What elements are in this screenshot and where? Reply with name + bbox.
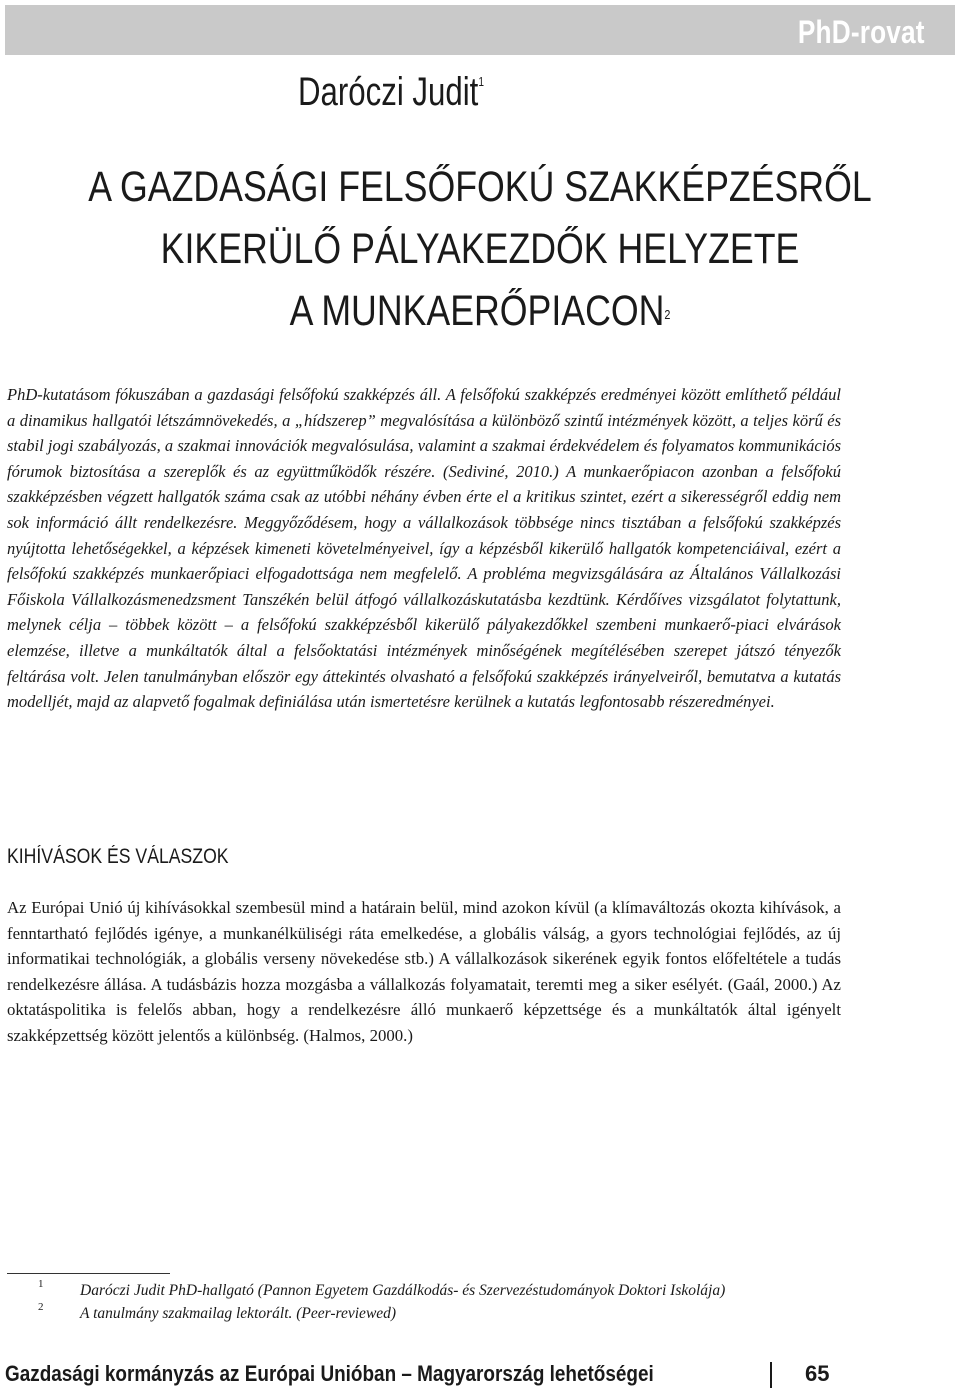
section-heading: KIHÍVÁSOK ÉS VÁLASZOK	[7, 845, 229, 868]
footnote-2-text: A tanulmány szakmailag lektorált. (Peer-reviewed)	[80, 1305, 397, 1322]
footnote-2-number: 2	[38, 1301, 44, 1313]
body-paragraph: Az Európai Unió új kihívásokkal szembesül mind a határain belül, mind azokon kívül (a klímaváltozás okozta kihívások, a fenntartható fejlődés igénye, a munkanélküliségi ráta emelkedése, a globális válság, a gyors technológiai fejlődés, az új informatikai technológiák, a globális verseny növekedése stb.) A vállalkozások sikerének egyik fontos előfeltétele a tudás rendelkezésre állása. A tudásbázis hozza mozgásba a vállalkozás folyamatait, teremti meg a siker esélyét. (Gaál, 2000.) Az oktatáspolitika is felelős abban, hogy a rendelkezésre álló munkaerő képzettsége és a munkáltatók által igényelt szakképzettség között jelentős a különbség. (Halmos, 2000.)	[7, 898, 841, 1045]
header-bar	[5, 5, 955, 55]
author-footnote-ref: 1	[478, 74, 484, 89]
title-line-1-text: A GAZDASÁGI FELSŐFOKÚ SZAKKÉPZÉSRŐL	[88, 163, 872, 211]
title-line-1	[82, 156, 879, 218]
author-name	[298, 70, 484, 115]
footer-publication-title: Gazdasági kormányzás az Európai Unióban – Magyarország lehetőségei	[5, 1361, 654, 1386]
footnote-separator	[7, 1273, 170, 1274]
page-number: 65	[805, 1361, 830, 1386]
section-label: PhD-rovat	[798, 14, 925, 50]
title-line-3-text: A MUNKAERŐPIACON	[289, 287, 665, 335]
article-title	[0, 156, 960, 342]
author-name-text: Daróczi Judit	[298, 70, 479, 114]
abstract-paragraph: PhD-kutatásom fókuszában a gazdasági felsőfokú szakképzés áll. A felsőfokú szakképzés eredményei között említhető például a dinamikus hallgatói létszámnövekedés, a „hídszerep” megvalósítása a különböző szintű intézmények között, a teljes körű és stabil jogi szabályozás, a szakmai innovációk megvalósulása, valamint a szakmai érdekvédelem és folyamatos kommunikációs fórumok biztosítása a szereplők és az együttműködők részére. (Sediviné, 2010.) A munkaerőpiacon azonban a felsőfokú szakképzésben végzett hallgatók száma csak az utóbbi néhány évben érte el a kritikus szintet, ezért a sikerességről eddig nem sok információ állt rendelkezésre. Meggyőződésem, hogy a vállalkozások többsége nincs tisztában a felsőfokú szakképzés nyújtotta lehetőségekkel, a képzések kimeneti követelményeivel, így a képzésből kikerülő hallgatók kompetenciáival, ezért a felsőfokú szakképzés munkaerőpiaci elfogadottsága nem megfelelő. A probléma megvizsgálására az Általános Vállalkozási Főiskola Vállalkozásmenedzsment Tanszékén belül átfogó vállalkozáskutatásba kezdtünk. Kérdőíves vizsgálatot folytattunk, melynek célja – többek között – a felsőfokú szakképzésből kikerülő pályakezdőkkel szembeni munkaerő-piaci elvárások elemzése, illetve a munkáltatók által a felsőoktatási intézmények minőségének megítélésében szerepet játszó tényezők feltárása volt. Jelen tanulmányban először egy áttekintés olvasható a felsőfokú szakképzés irányelveiről, bemutatva a kutatás modelljét, majd az alapvető fogalmak definiálása után ismertetésre kerülnek a kutatás legfontosabb részeredményei.	[7, 385, 841, 712]
title-line-2	[82, 218, 879, 280]
title-line-2-text: KIKERÜLŐ PÁLYAKEZDŐK HELYZETE	[160, 225, 800, 273]
title-footnote-ref: 2	[664, 307, 671, 322]
footnote-1-text: Daróczi Judit PhD-hallgató (Pannon Egyetem Gazdálkodás- és Szervezéstudományok Doktori Iskolája)	[80, 1282, 726, 1299]
footnote-1-number: 1	[38, 1278, 44, 1290]
footer-separator	[770, 1362, 772, 1388]
title-line-3	[82, 280, 879, 342]
